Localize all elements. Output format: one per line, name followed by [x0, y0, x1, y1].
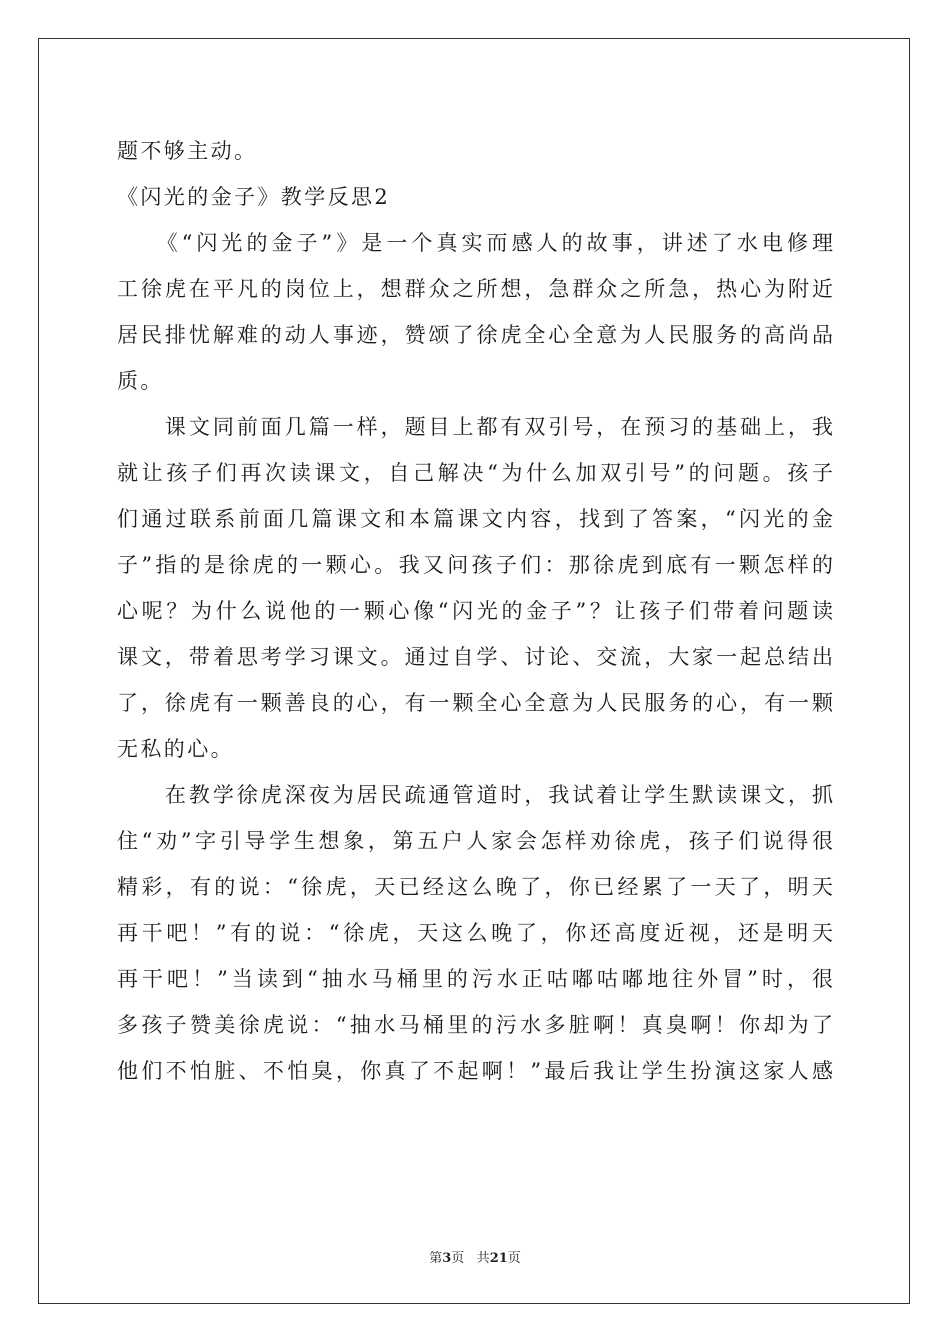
- text-line: 再干吧！”有的说：“徐虎，天这么晚了，你还高度近视，还是明天: [117, 921, 833, 945]
- text-line: 就让孩子们再次读课文，自己解决“为什么加双引号”的问题。孩子: [117, 461, 833, 485]
- text-line: 住“劝”字引导学生想象，第五户人家会怎样劝徐虎，孩子们说得很: [117, 829, 833, 853]
- footer-total-prefix: 共: [476, 1251, 490, 1266]
- text-line: 们通过联系前面几篇课文和本篇课文内容，找到了答案，“闪光的金: [117, 507, 833, 531]
- text-line: 再干吧！”当读到“抽水马桶里的污水正咕嘟咕嘟地往外冒”时，很: [117, 967, 833, 991]
- text-line: 多孩子赞美徐虎说：“抽水马桶里的污水多脏啊！真臭啊！你却为了: [117, 1013, 833, 1037]
- text-line: 无私的心。: [117, 737, 234, 761]
- text-line: 精彩，有的说：“徐虎，天已经这么晚了，你已经累了一天了，明天: [117, 875, 833, 899]
- page-footer: [0, 1247, 950, 1266]
- text-line: 了，徐虎有一颗善良的心，有一颗全心全意为人民服务的心，有一颗: [117, 691, 833, 715]
- footer-page-prefix: 第: [429, 1251, 443, 1266]
- footer-page-suffix: 页: [451, 1251, 465, 1266]
- text-line: 子”指的是徐虎的一颗心。我又问孩子们：那徐虎到底有一颗怎样的: [117, 553, 833, 577]
- text-line: 他们不怕脏、不怕臭，你真了不起啊！”最后我让学生扮演这家人感: [117, 1059, 833, 1083]
- text-line: 在教学徐虎深夜为居民疏通管道时，我试着让学生默读课文，抓: [117, 783, 833, 807]
- text-line: 课文，带着思考学习课文。通过自学、讨论、交流，大家一起总结出: [117, 645, 833, 669]
- text-line: 课文同前面几篇一样，题目上都有双引号，在预习的基础上，我: [117, 415, 833, 439]
- footer-total-number: 21: [489, 1251, 508, 1266]
- text-line: 题不够主动。: [117, 139, 258, 163]
- text-line: 《“闪光的金子”》是一个真实而感人的故事，讲述了水电修理: [117, 231, 833, 255]
- text-line: 工徐虎在平凡的岗位上，想群众之所想，急群众之所急，热心为附近: [117, 277, 833, 301]
- text-line: 《闪光的金子》教学反思2: [117, 185, 391, 209]
- footer-total-suffix: 页: [507, 1251, 521, 1266]
- text-line: 质。: [117, 369, 164, 393]
- footer-page-number: 3: [442, 1251, 452, 1266]
- text-line: 居民排忧解难的动人事迹，赞颂了徐虎全心全意为人民服务的高尚品: [117, 323, 833, 347]
- text-line: 心呢？为什么说他的一颗心像“闪光的金子”？让孩子们带着问题读: [117, 599, 833, 623]
- document-body: [117, 128, 833, 1094]
